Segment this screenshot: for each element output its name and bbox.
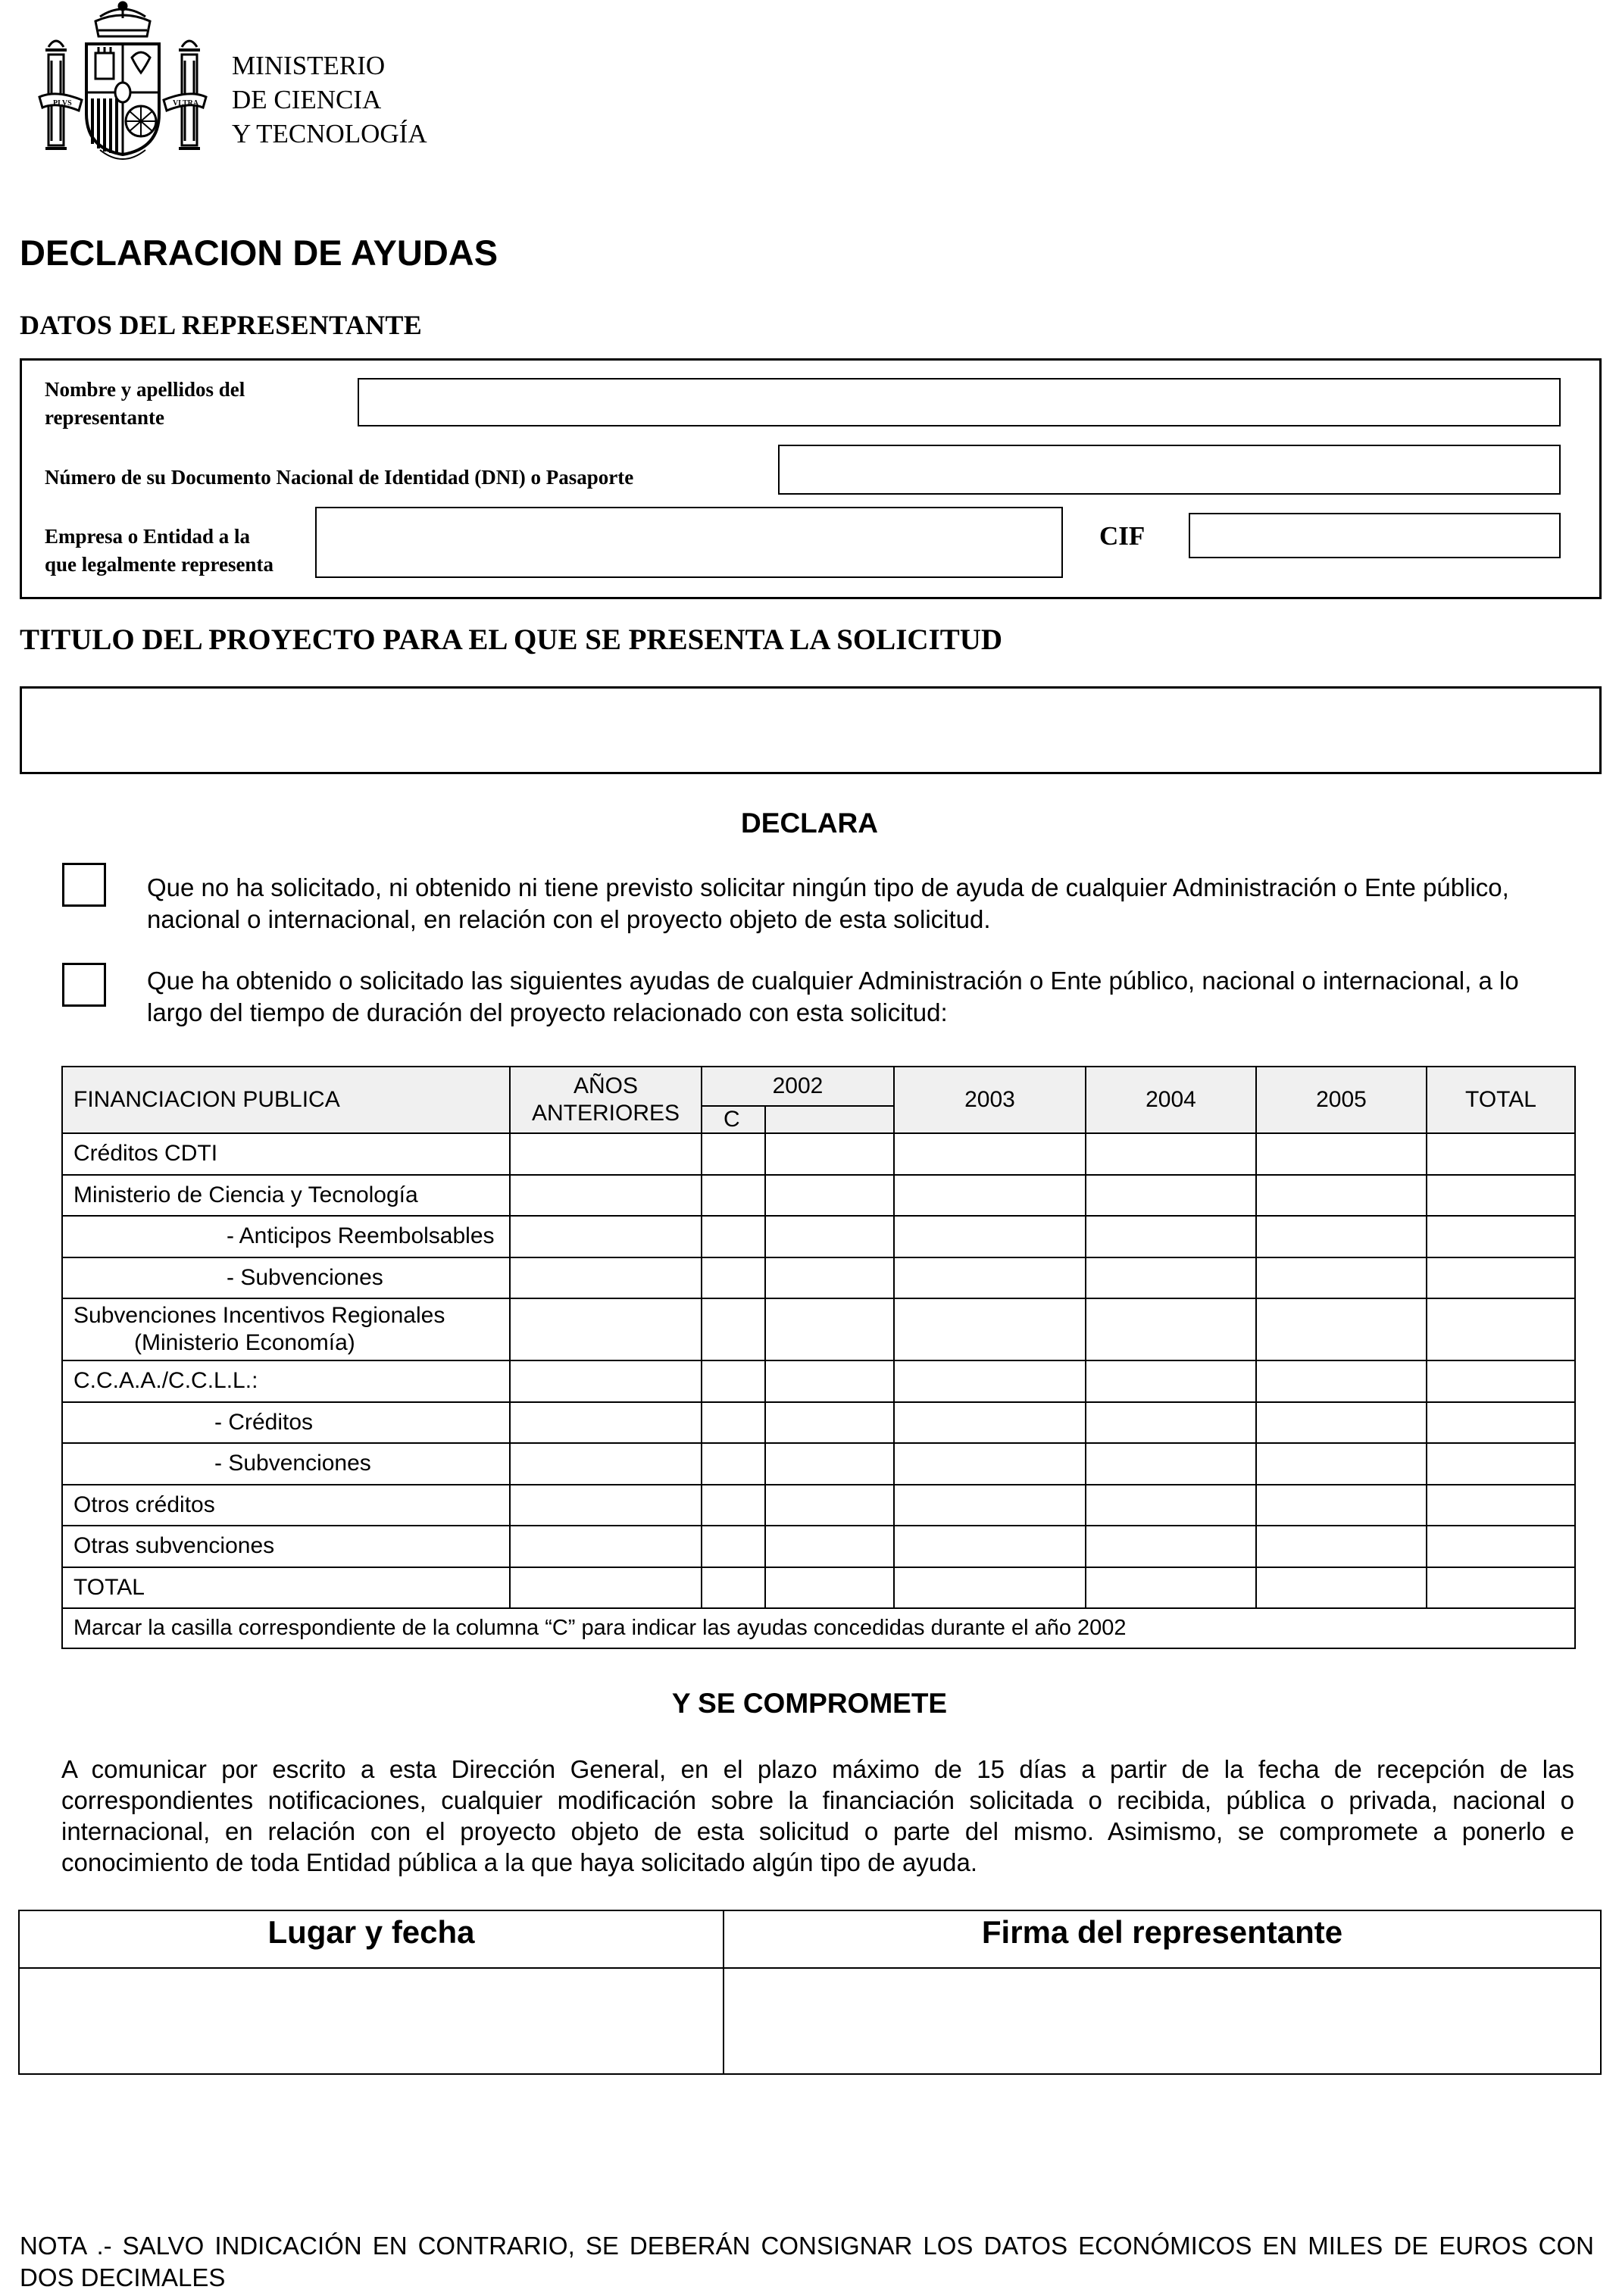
amount-cell[interactable] (1086, 1443, 1256, 1485)
row-label: - Subvenciones (62, 1443, 510, 1485)
c-checkbox-cell[interactable] (702, 1360, 765, 1402)
cif-input[interactable] (1189, 513, 1561, 558)
table-row (62, 1298, 1575, 1360)
amount-cell[interactable] (1427, 1567, 1575, 1609)
c-checkbox-cell[interactable] (702, 1402, 765, 1444)
table-row (62, 1257, 1575, 1299)
name-label (45, 376, 245, 432)
row-label: Otras subvenciones (62, 1526, 510, 1567)
amount-cell[interactable] (1427, 1443, 1575, 1485)
table-row (62, 1133, 1575, 1175)
amount-cell[interactable] (765, 1485, 894, 1526)
amount-cell[interactable] (894, 1526, 1086, 1567)
signature-field[interactable] (724, 1968, 1601, 2074)
table-row (62, 1402, 1575, 1444)
amount-cell[interactable] (510, 1402, 702, 1444)
row-label-line-2: (Ministerio Economía) (134, 1330, 355, 1355)
id-label: Número de su Documento Nacional de Identidad (DNI) o Pasaporte (45, 466, 634, 489)
header-total: TOTAL (1427, 1067, 1575, 1133)
signature-label: Firma del representante (724, 1910, 1601, 1968)
amount-cell[interactable] (1256, 1298, 1427, 1360)
representative-section-title: DATOS DEL REPRESENTANTE (20, 310, 423, 340)
amount-cell[interactable] (1086, 1298, 1256, 1360)
representative-box (20, 358, 1602, 599)
header-2002-amount (765, 1106, 894, 1133)
company-label-line-2: que legalmente representa (45, 553, 273, 576)
footer-note: NOTA .- SALVO INDICACIÓN EN CONTRARIO, SE DEBERÁN CONSIGNAR LOS DATOS ECONÓMICOS EN MILES DE EUROS CON DOS DECIMALES (20, 2232, 1594, 2291)
amount-cell[interactable] (1086, 1485, 1256, 1526)
company-label (45, 523, 273, 579)
amount-cell[interactable] (1256, 1257, 1427, 1299)
table-row (62, 1526, 1575, 1567)
table-footnote: Marcar la casilla correspondiente de la columna “C” para indicar las ayudas concedidas durante el año 2002 (62, 1608, 1575, 1648)
amount-cell[interactable] (510, 1216, 702, 1257)
option-2-text: Que ha obtenido o solicitado las siguientes ayudas de cualquier Administración o Ente público, nacional o internacional, a lo largo del tiempo de duración del proyecto relacionado con esta solicitud: (147, 967, 1519, 1026)
name-label-line-2: representante (45, 406, 164, 429)
amount-cell[interactable] (1427, 1298, 1575, 1360)
cif-label: CIF (1099, 521, 1145, 551)
amount-cell[interactable] (894, 1567, 1086, 1609)
amount-cell[interactable] (510, 1175, 702, 1217)
c-checkbox-cell[interactable] (702, 1175, 765, 1217)
amount-cell[interactable] (765, 1567, 894, 1609)
declara-heading: DECLARA (741, 808, 878, 839)
amount-cell[interactable] (765, 1257, 894, 1299)
ministry-line-1: MINISTERIO (232, 51, 386, 80)
amount-cell[interactable] (1086, 1360, 1256, 1402)
amount-cell[interactable] (765, 1402, 894, 1444)
option-1-checkbox[interactable] (62, 863, 106, 907)
project-title-label: TITULO DEL PROYECTO PARA EL QUE SE PRESENTA LA SOLICITUD (20, 623, 1003, 656)
table-row (62, 1175, 1575, 1217)
c-checkbox-cell[interactable] (702, 1567, 765, 1609)
row-label: Otros créditos (62, 1485, 510, 1526)
amount-cell[interactable] (1086, 1175, 1256, 1217)
amount-cell[interactable] (1427, 1133, 1575, 1175)
ultra-ribbon-text: VLTRA (173, 99, 199, 108)
amount-cell[interactable] (765, 1133, 894, 1175)
row-label: - Subvenciones (62, 1257, 510, 1299)
amount-cell[interactable] (894, 1133, 1086, 1175)
amount-cell[interactable] (894, 1443, 1086, 1485)
amount-cell[interactable] (894, 1257, 1086, 1299)
id-input[interactable] (778, 445, 1561, 495)
amount-cell[interactable] (510, 1567, 702, 1609)
amount-cell[interactable] (894, 1175, 1086, 1217)
amount-cell[interactable] (765, 1216, 894, 1257)
amount-cell[interactable] (1256, 1485, 1427, 1526)
amount-cell[interactable] (1256, 1567, 1427, 1609)
row-label (62, 1298, 510, 1360)
c-checkbox-cell[interactable] (702, 1485, 765, 1526)
amount-cell[interactable] (1256, 1133, 1427, 1175)
amount-cell[interactable] (765, 1360, 894, 1402)
amount-cell[interactable] (510, 1257, 702, 1299)
financing-table (61, 1066, 1576, 1649)
amount-cell[interactable] (1427, 1485, 1575, 1526)
header-prior-years-line-1: AÑOS (573, 1073, 639, 1098)
amount-cell[interactable] (1427, 1360, 1575, 1402)
plus-ribbon-text: PLVS (53, 99, 72, 108)
table-row (62, 1443, 1575, 1485)
company-input[interactable] (315, 507, 1063, 578)
table-row (62, 1485, 1575, 1526)
ministry-line-2: DE CIENCIA (232, 85, 382, 114)
row-label: C.C.A.A./C.C.L.L.: (62, 1360, 510, 1402)
amount-cell[interactable] (1256, 1443, 1427, 1485)
amount-cell[interactable] (510, 1360, 702, 1402)
amount-cell[interactable] (510, 1526, 702, 1567)
amount-cell[interactable] (510, 1133, 702, 1175)
name-input[interactable] (358, 378, 1561, 426)
row-label-line-1: Subvenciones Incentivos Regionales (73, 1303, 445, 1328)
header-prior-years (510, 1067, 702, 1133)
c-checkbox-cell[interactable] (702, 1298, 765, 1360)
header-2004: 2004 (1086, 1067, 1256, 1133)
signature-table (18, 1910, 1602, 2075)
amount-cell[interactable] (1427, 1257, 1575, 1299)
table-footnote-row (62, 1608, 1575, 1648)
amount-cell[interactable] (1256, 1216, 1427, 1257)
amount-cell[interactable] (1427, 1175, 1575, 1217)
table-row (62, 1216, 1575, 1257)
option-2-checkbox[interactable] (62, 963, 106, 1007)
amount-cell[interactable] (510, 1443, 702, 1485)
amount-cell[interactable] (1256, 1360, 1427, 1402)
commitment-heading: Y SE COMPROMETE (671, 1688, 948, 1719)
amount-cell[interactable] (1256, 1175, 1427, 1217)
ministry-name (232, 48, 427, 151)
amount-cell[interactable] (765, 1526, 894, 1567)
commitment-text: A comunicar por escrito a esta Dirección General, en el plazo máximo de 15 días a partir de la fecha de recepción de las correspondientes notificaciones, cualquier modificación sobre la financiación solicitada o recibida, pública o privada, nacional o internacional, en relación con el proyecto objeto de esta solicitud o parte del mismo. Asimismo, se compromete a ponerlo e conocimiento de toda Entidad pública a la que haya solicitado algún tipo de ayuda. (61, 1755, 1574, 1876)
name-label-line-1: Nombre y apellidos del (45, 378, 245, 401)
table-row (62, 1360, 1575, 1402)
amount-cell[interactable] (1086, 1526, 1256, 1567)
header-2005: 2005 (1256, 1067, 1427, 1133)
coat-of-arms-icon (35, 0, 211, 168)
row-label: - Créditos (62, 1402, 510, 1444)
amount-cell[interactable] (1256, 1402, 1427, 1444)
row-label: - Anticipos Reembolsables (62, 1216, 510, 1257)
amount-cell[interactable] (894, 1360, 1086, 1402)
c-checkbox-cell[interactable] (702, 1216, 765, 1257)
row-label: TOTAL (62, 1567, 510, 1609)
amount-cell[interactable] (765, 1443, 894, 1485)
amount-cell[interactable] (894, 1485, 1086, 1526)
amount-cell[interactable] (1086, 1257, 1256, 1299)
amount-cell[interactable] (1256, 1526, 1427, 1567)
option-1-text: Que no ha solicitado, ni obtenido ni tiene previsto solicitar ningún tipo de ayuda de cualquier Administración o Ente público, nacional o internacional, en relación con el proyecto objeto de esta solicitud. (147, 873, 1509, 933)
c-checkbox-cell[interactable] (702, 1257, 765, 1299)
ministry-line-3: Y TECNOLOGÍA (232, 119, 427, 148)
amount-cell[interactable] (1427, 1526, 1575, 1567)
header-concept: FINANCIACION PUBLICA (62, 1067, 510, 1133)
amount-cell[interactable] (1427, 1216, 1575, 1257)
amount-cell[interactable] (1086, 1567, 1256, 1609)
project-title-input[interactable] (20, 686, 1602, 774)
header-c-column: C (702, 1106, 765, 1133)
document-title: DECLARACION DE AYUDAS (20, 233, 499, 273)
amount-cell[interactable] (510, 1298, 702, 1360)
c-checkbox-cell[interactable] (702, 1133, 765, 1175)
header-prior-years-line-2: ANTERIORES (531, 1101, 680, 1126)
amount-cell[interactable] (1086, 1133, 1256, 1175)
place-date-field[interactable] (19, 1968, 724, 2074)
amount-cell[interactable] (894, 1216, 1086, 1257)
company-label-line-1: Empresa o Entidad a la (45, 525, 251, 548)
amount-cell[interactable] (510, 1485, 702, 1526)
amount-cell[interactable] (765, 1298, 894, 1360)
place-date-label: Lugar y fecha (19, 1910, 724, 1968)
amount-cell[interactable] (1086, 1402, 1256, 1444)
table-row (62, 1567, 1575, 1609)
row-label: Créditos CDTI (62, 1133, 510, 1175)
row-label: Ministerio de Ciencia y Tecnología (62, 1175, 510, 1217)
amount-cell[interactable] (894, 1402, 1086, 1444)
amount-cell[interactable] (765, 1175, 894, 1217)
amount-cell[interactable] (1427, 1402, 1575, 1444)
header-2003: 2003 (894, 1067, 1086, 1133)
c-checkbox-cell[interactable] (702, 1443, 765, 1485)
header-2002: 2002 (702, 1067, 894, 1106)
c-checkbox-cell[interactable] (702, 1526, 765, 1567)
amount-cell[interactable] (1086, 1216, 1256, 1257)
amount-cell[interactable] (894, 1298, 1086, 1360)
